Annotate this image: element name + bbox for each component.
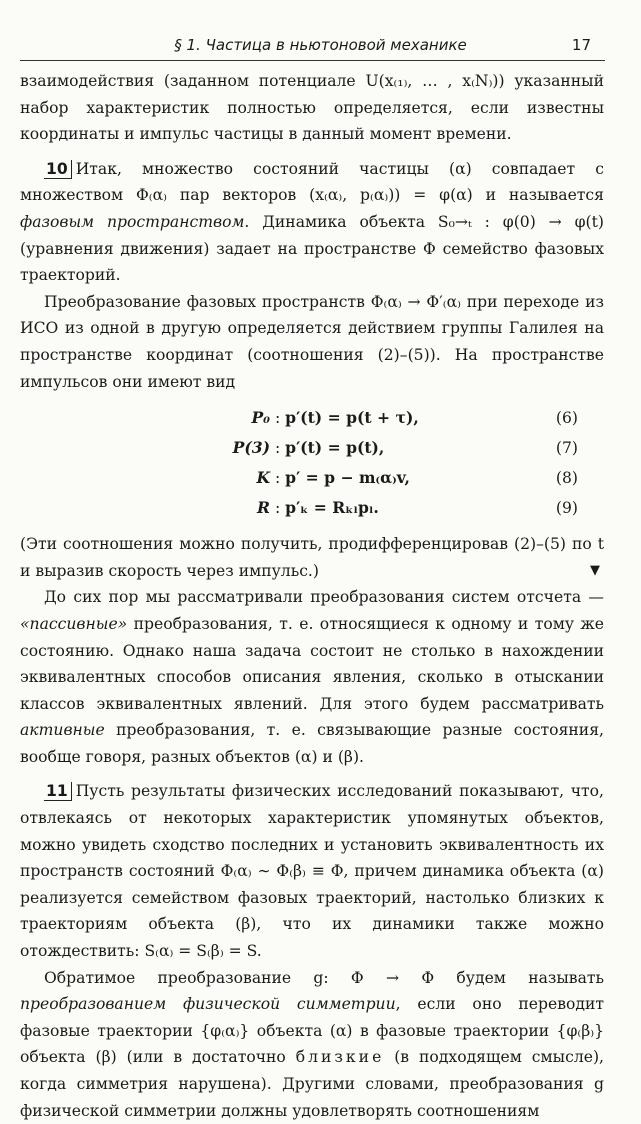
remark-text: (Эти соотношения можно получить, продифференцировав (2)–(5) по t и выразив скорость через импульс.) xyxy=(20,535,604,580)
paragraph-remark xyxy=(20,531,604,584)
eq9-rhs: p′ₖ = Rₖₗpₗ. xyxy=(285,498,379,518)
p-pa-text-c: преобразования, т. е. связывающие разные состояния, вообще говоря, разных объектов (α) и (β). xyxy=(20,721,604,766)
eq7-lhs: P(3) xyxy=(232,438,270,458)
eq7-label: (7) xyxy=(555,439,578,458)
page-number: 17 xyxy=(571,36,591,54)
p-sym-text-c: (в подходящем смысле), когда симметрия нарушена). Другими словами, преобразования g физической симметрии должны удовлетворять соотношениям xyxy=(20,1048,604,1120)
spaced-word-close: близкие xyxy=(295,1048,385,1067)
section-marker-10: 10 xyxy=(44,160,72,179)
equation-9: R : p′ₖ = Rₖₗpₗ. (9) xyxy=(20,495,604,525)
term-phase-space: фазовым пространством xyxy=(20,212,245,231)
term-passive: «пассивные» xyxy=(20,614,128,633)
header-title: § 1. Частица в ньютоновой механике xyxy=(174,36,467,54)
eq8-rhs: p′ = p − m₍α₎v, xyxy=(285,468,410,488)
p11-text: Пусть результаты физических исследований показывают, что, отвлекаясь от некоторых характеристик упомянутых объектов, можно увидеть сходство последних и установить эквивалентность их пространств состояний Φ₍α₎ ∼ Φ₍β₎ ≡ Φ, причем динамика объекта (α) реализуется семейством фазовых траекторий, настолько близких к траекториям объекта (β), что их динамики также можно отождествить: S₍α₎ = S₍β₎ = S. xyxy=(20,782,604,961)
p10-text-b: . Динамика объекта S₀→ₜ : φ(0) → φ(t) (уравнения движения) задает на пространстве Φ семейство фазовых траекторий. xyxy=(20,212,604,285)
term-active: активные xyxy=(20,721,105,740)
eq6-rhs: p′(t) = p(t + τ), xyxy=(285,408,419,428)
eq8-label: (8) xyxy=(555,469,578,488)
p-sym-text-b: , если оно переводит фазовые траектории {φ₍α₎} объекта (α) в фазовые траектории {φ₍β₎} объекта (β) (или в достаточно xyxy=(20,995,604,1067)
equation-block xyxy=(20,405,604,525)
paragraph-passive-active xyxy=(20,584,604,770)
eq8-lhs: K xyxy=(256,468,270,488)
paragraph-11 xyxy=(20,778,604,964)
paragraph-10 xyxy=(20,156,604,289)
p-pa-text-b: преобразования, т. е. относящиеся к одному и тому же состоянию. Однако наша задача состоит не столько в нахождении эквивалентных способов описания явления, сколько в отыскании классов эквивалентных явлений. Для этого будем рассматривать xyxy=(20,614,604,713)
eq9-label: (9) xyxy=(555,499,578,518)
equation-7: P(3) : p′(t) = p(t), (7) xyxy=(20,435,604,465)
equation-6: P₀ : p′(t) = p(t + τ), (6) xyxy=(20,405,604,435)
term-physical-symmetry: преобразованием физической симметрии xyxy=(20,995,396,1014)
page-body xyxy=(20,68,604,1124)
running-header xyxy=(20,34,621,60)
p-sym-text-a: Обратимое преобразование g: Φ → Φ будем называть xyxy=(44,968,604,987)
paragraph-continuation: взаимодействия (заданном потенциале U(x₍₁₎, … , x₍N₎)) указанный набор характеристик полностью определяется, если известны координаты и импульс частицы в данный момент времени. xyxy=(20,72,604,144)
end-of-remark-icon: ▼ xyxy=(590,562,600,578)
paragraph-phase-transform: Преобразование фазовых пространств Φ₍α₎ → Φ′₍α₎ при переходе из ИСО из одной в другую определяется действием группы Галилея на пространстве координат (соотношения (2)–(5)). На пространстве импульсов они имеют вид xyxy=(20,292,604,391)
eq9-lhs: R xyxy=(257,498,270,518)
eq7-rhs: p′(t) = p(t), xyxy=(285,438,385,458)
eq6-label: (6) xyxy=(555,409,578,428)
p10-text-a: Итак, множество состояний частицы (α) совпадает с множеством Φ₍α₎ пар векторов (x₍α₎, p₍α₎)) = φ(α) и называется xyxy=(20,159,604,205)
section-marker-11: 11 xyxy=(44,782,72,801)
p-pa-text-a: До сих пор мы рассматривали преобразования систем отсчета — xyxy=(44,588,604,607)
equation-8: K : p′ = p − m₍α₎v, (8) xyxy=(20,465,604,495)
paragraph-symmetry xyxy=(20,965,604,1124)
header-rule xyxy=(20,60,605,61)
eq6-lhs: P₀ xyxy=(251,408,270,428)
